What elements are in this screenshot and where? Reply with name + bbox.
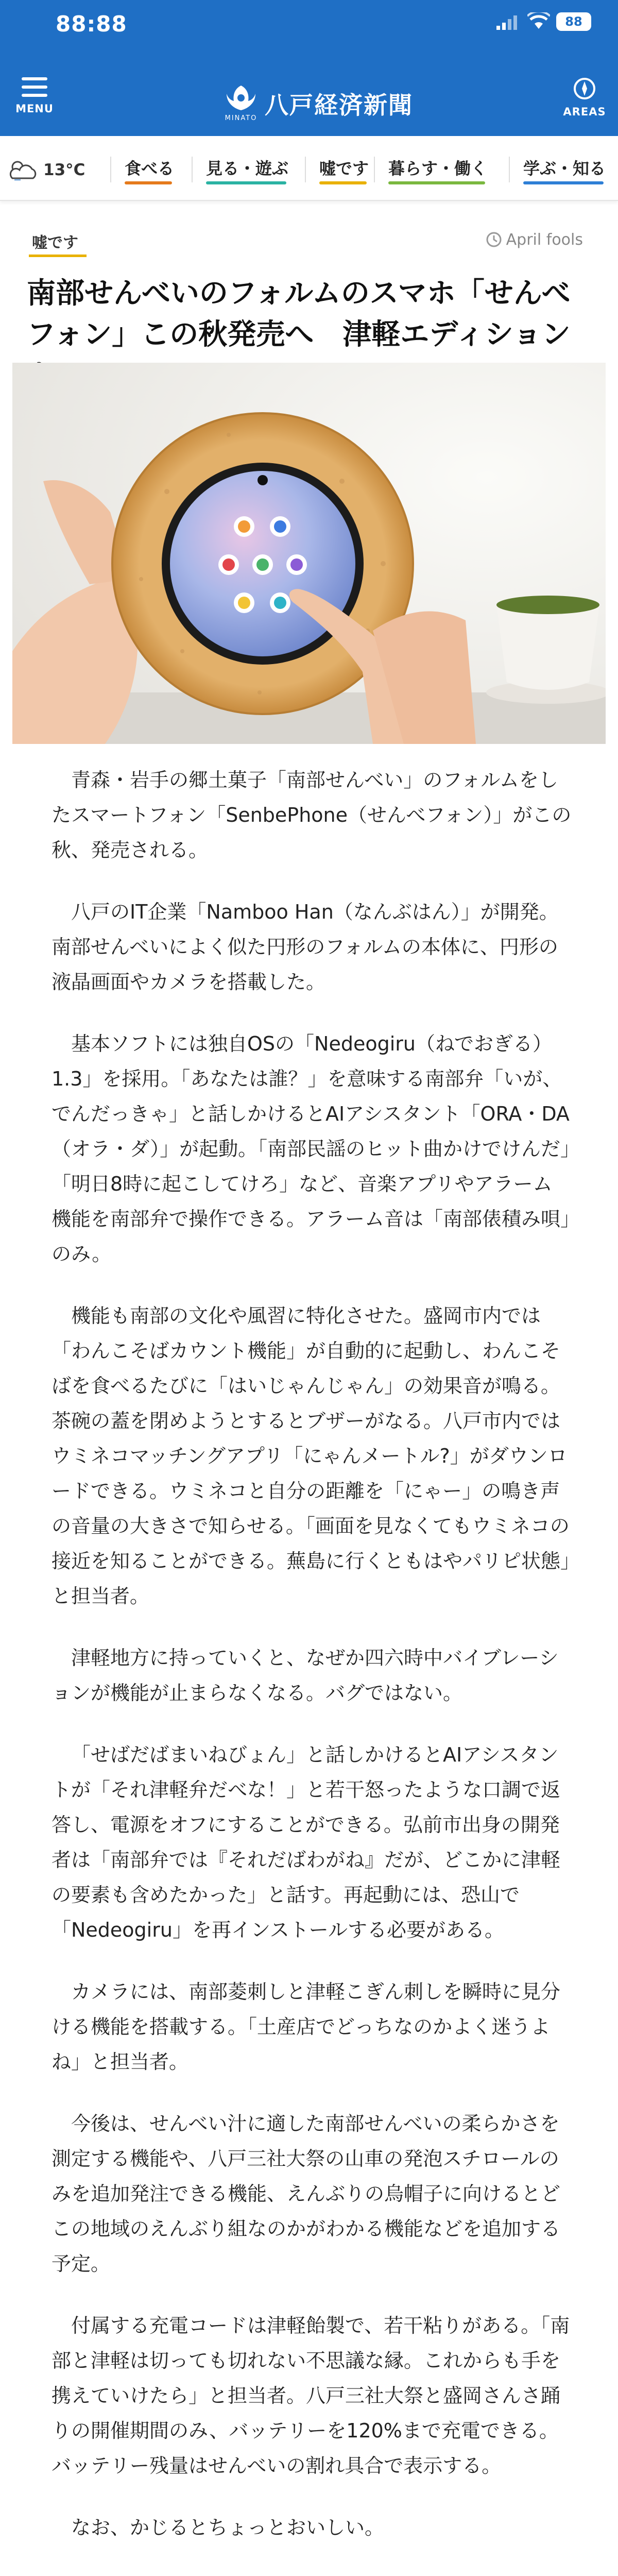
hamburger-icon: [22, 77, 47, 97]
nav-usodesu[interactable]: [305, 157, 369, 182]
article-paragraph: 青森・岩手の郷土菓子「南部せんべい」のフォルムをしたスマートフォン「SenbePhone（せんべフォン）」がこの秋、発売される。: [52, 769, 572, 861]
article-paragraph: 津軽地方に持っていくと、なぜか四六時中バイブレーションが機能が止まらなくなる。バグではない。: [52, 1647, 559, 1704]
article-paragraph: 「せばだばまいねびょん」と話しかけるとAIアシスタントが「それ津軽弁だべな！」と若干怒ったような口調で返答し、電源をオフにすることができる。弘前市出身の開発者は「南部弁では『それだばわがね』だが、どこかに津軽の要素も含めたかった」と話す。再起動には、恐山で「Nedeogiru」を再インストールする必要がある。: [52, 1743, 561, 1941]
article-paragraph: 今後は、せんべい汁に適した南部せんべいの柔らかさを測定する機能や、八戸三社大祭の山車の発泡スチロールのみを追加発注できる機能、えんぶりの烏帽子に向けるとどこの地域のえんぶり組なのかがわかる機能などを追加する予定。: [52, 2112, 561, 2275]
senbe-phone-photo: [12, 363, 606, 744]
compass-icon: [573, 77, 596, 100]
article-meta: [27, 230, 593, 259]
nav-underline: [319, 181, 367, 184]
nav-miru-asobu[interactable]: [192, 157, 288, 182]
wifi-icon: [527, 12, 550, 30]
article-paragraph: なお、かじるとちょっとおいしい。: [71, 2516, 385, 2539]
status-bar: [0, 0, 618, 41]
article-date-text: April fools: [506, 231, 583, 249]
areas-label: AREAS: [563, 106, 606, 118]
article-paragraph: 八戸のIT企業「Namboo Han（なんぶはん）」が開発。南部せんべいによく似た円形のフォルムの本体に、円形の液晶画面やカメラを搭載した。: [52, 901, 559, 993]
nav-usodesu-label: 嘘です: [319, 159, 369, 178]
nav-kurasu-hataraku-label: 暮らす・働く: [388, 159, 488, 178]
nav-kurasu-hataraku[interactable]: [374, 157, 487, 182]
minato-mark-icon: [225, 83, 258, 114]
weather-widget: [7, 157, 94, 182]
nav-underline: [523, 181, 604, 184]
article-body: [52, 762, 572, 2576]
nav-taberu-label: 食べる: [125, 159, 175, 178]
nav-taberu[interactable]: [110, 157, 174, 182]
cellular-signal-icon: [496, 15, 517, 30]
cloudy-weather-icon: [7, 160, 39, 180]
article-paragraph: 機能も南部の文化や風習に特化させた。盛岡市内では「わんこそばカウント機能」が自動的に起動し、わんこそばを食べるたびに「はいじゃんじゃん」の効果音が鳴る。茶碗の蓋を閉めようとするとブザーがなる。八戸市内ではウミネコマッチングアプリ「にゃんメートル?」がダウンロードできる。ウミネコと自分の距離を「にゃー」の鳴き声の音量の大きさで知らせる。「画面を見なくてもウミネコの接近を知ることができる。蕪島に行くともはやパリピ状態」と担当者。: [52, 1304, 571, 1607]
site-logo[interactable]: [196, 83, 422, 125]
nav-manabu-shiru[interactable]: [509, 157, 606, 182]
article-hero-image: [12, 363, 606, 744]
clock-icon: [486, 231, 502, 248]
article-title: 南部せんべいのフォルムのスマホ「せんべフォン」この秋発売へ 津軽エディション: [27, 277, 571, 351]
nav-miru-asobu-label: 見る・遊ぶ: [206, 159, 289, 178]
temperature: 13°C: [43, 161, 85, 179]
article-paragraph: 基本ソフトには独自OSの「Nedeogiru（ねでおぎる）1.3」を採用。「あなたは誰？」を意味する南部弁「いが、でんだっきゃ」と話しかけるとAIアシスタント「ORA・DA（オラ・ダ）」が起動。「南部民謡のヒット曲かけでけんだ」「明日8時に起こしてけろ」など、音楽アプリやアラーム機能を南部弁で操作できる。アラーム音は「南部俵積み唄」のみ。: [52, 1032, 571, 1265]
nav-underline: [206, 181, 286, 184]
category-tag-underline: [29, 255, 87, 257]
clock: 88:88: [56, 11, 127, 37]
article-date: [486, 231, 583, 249]
site-name: 八戸経済新聞: [265, 91, 413, 119]
nav-manabu-shiru-label: 学ぶ・知る: [523, 159, 606, 178]
article-paragraph: 付属する充電コードは津軽飴製で、若干粘りがある。「南部と津軽は切っても切れない不思議な縁。これからも手を携えていけたら」と担当者。八戸三社大祭と盛岡さんさ踊りの開催期間のみ、バッテリーを120%まで充電できる。バッテリー残量はせんべいの割れ具合で表示する。: [52, 2314, 570, 2477]
menu-button[interactable]: [6, 77, 63, 115]
nav-underline: [125, 181, 172, 184]
areas-button[interactable]: [556, 77, 613, 118]
category-nav: [0, 136, 618, 201]
battery-indicator: 88: [556, 12, 591, 31]
nav-underline: [388, 181, 485, 184]
category-tag[interactable]: 嘘です: [32, 234, 78, 252]
article-paragraph: [52, 2572, 572, 2576]
menu-label: MENU: [15, 103, 54, 115]
site-header: [0, 41, 618, 136]
logo-subtext: MINATO: [225, 114, 258, 122]
article-paragraph: カメラには、南部菱刺しと津軽こぎん刺しを瞬時に見分ける機能を搭載する。「土産店でどっちなのかよく迷うよね」と担当者。: [52, 1980, 561, 2073]
